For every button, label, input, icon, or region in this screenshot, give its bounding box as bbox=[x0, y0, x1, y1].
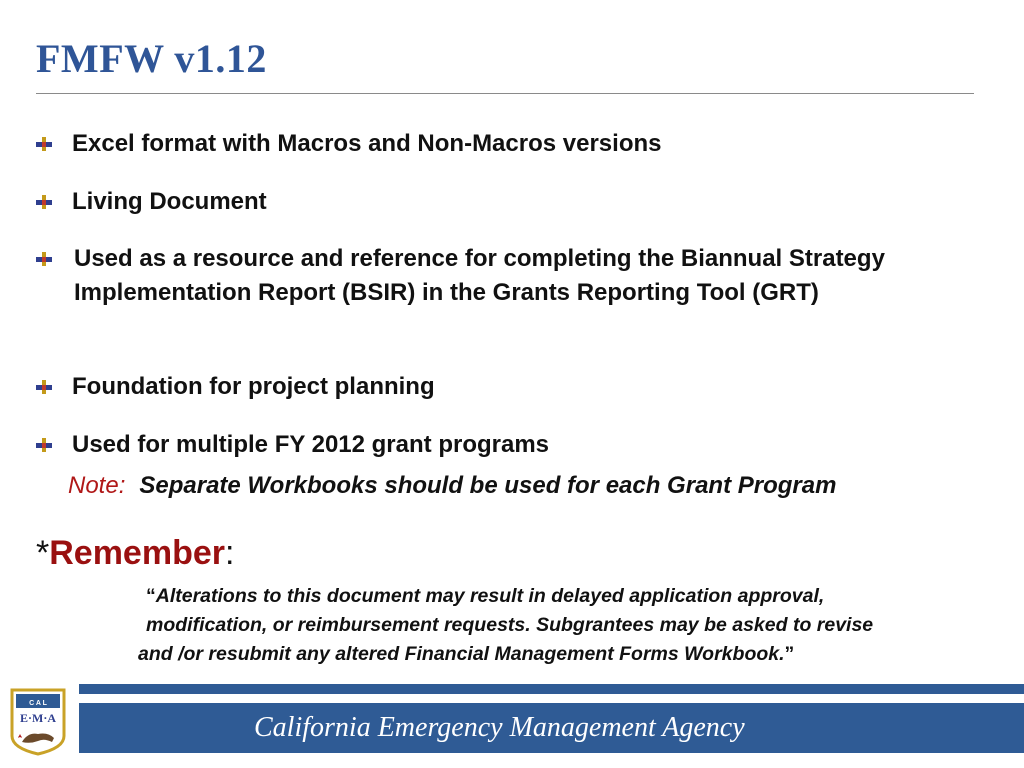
quote-line-1 bbox=[138, 582, 1018, 611]
bullet-text: Used as a resource and reference for completing the Biannual Strategy Implementation Report (BSIR) in the Grants Reporting Tool (GRT) bbox=[74, 245, 885, 306]
logo-cal-text: C A L bbox=[29, 700, 47, 707]
bullet-item bbox=[72, 428, 549, 462]
bullet-icon bbox=[36, 137, 52, 151]
remember-colon: : bbox=[224, 534, 235, 572]
note-text: Separate Workbooks should be used for each Grant Program bbox=[139, 472, 837, 499]
remember-heading bbox=[36, 533, 234, 573]
bullet-text: Used for multiple FY 2012 grant programs bbox=[72, 431, 550, 458]
quote-line-3 bbox=[138, 640, 1018, 669]
note-label: Note: bbox=[68, 472, 126, 499]
bullet-text: Foundation for project planning bbox=[72, 373, 435, 400]
bullet-icon bbox=[36, 380, 52, 394]
remember-quote bbox=[138, 582, 1018, 669]
quote-line-1-text: Alterations to this document may result in delayed application approval, bbox=[155, 585, 825, 607]
footer-stripe bbox=[79, 684, 1024, 694]
slide-title: FMFW v1.12 bbox=[36, 36, 267, 81]
bullet-item bbox=[72, 127, 662, 161]
bullet-icon bbox=[36, 438, 52, 452]
footer-agency-name: California Emergency Management Agency bbox=[254, 712, 745, 743]
quote-line-2: modification, or reimbursement requests. Subgrantees may be asked to revise bbox=[146, 614, 874, 636]
remember-word: Remember bbox=[49, 534, 225, 572]
title-divider bbox=[36, 93, 974, 94]
bullet-icon bbox=[36, 195, 52, 209]
bullet-item bbox=[72, 185, 267, 219]
quote-line-3-text: and /or resubmit any altered Financial Management Forms Workbook. bbox=[138, 643, 785, 665]
open-quote: “ bbox=[146, 585, 156, 607]
remember-asterisk: * bbox=[36, 534, 50, 572]
bullet-text: Living Document bbox=[72, 188, 267, 215]
close-quote: ” bbox=[784, 643, 795, 665]
bullet-item bbox=[74, 242, 999, 310]
bullet-icon bbox=[36, 252, 52, 266]
logo-ema-text: E·M·A bbox=[20, 711, 56, 725]
cal-ema-logo-icon bbox=[8, 686, 68, 756]
bullet-item bbox=[72, 370, 435, 404]
bullet-text: Excel format with Macros and Non-Macros versions bbox=[72, 130, 662, 157]
note bbox=[68, 470, 836, 502]
